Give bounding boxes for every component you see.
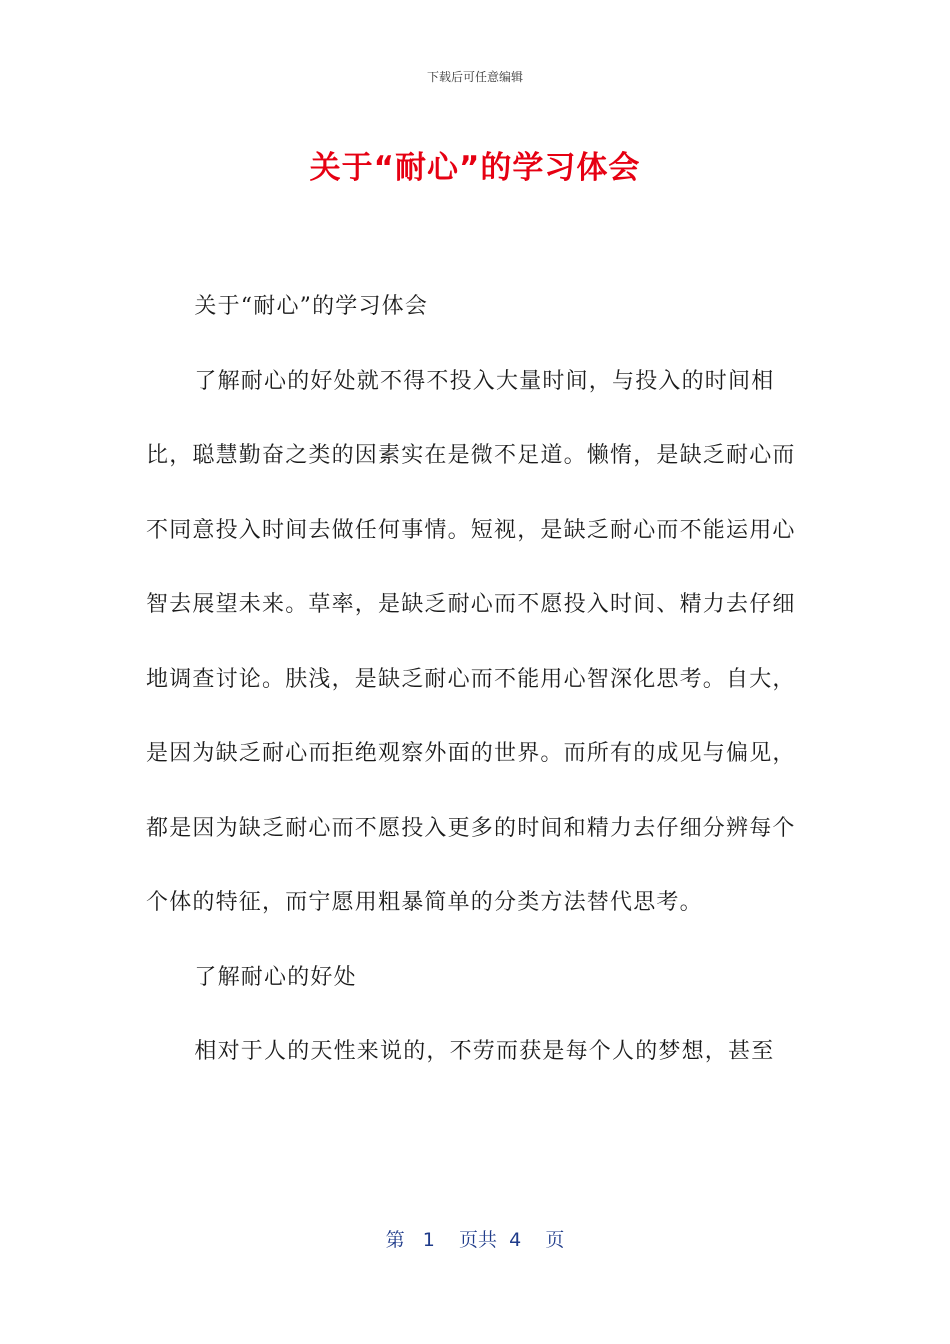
header-note: 下载后可任意编辑 [426, 70, 523, 84]
document-title: 关于“耐心”的学习体会 [309, 150, 641, 186]
paragraph-subtitle: 关于“耐心”的学习体会 [194, 294, 429, 319]
footer-page-number: 1 [422, 1229, 435, 1251]
document-body [146, 270, 810, 1090]
footer-page-suffix: 页 [545, 1229, 565, 1251]
footer-page-middle: 页共 [459, 1229, 498, 1251]
paragraph-main: 了解耐心的好处就不得不投入大量时间，与投入的时间相比，聪慧勤奋之类的因素实在是微不足道。懒惰，是缺乏耐心而不同意投入时间去做任何事情。短视，是缺乏耐心而不能运用心智去展望未来。草率，是缺乏耐心而不愿投入时间、精力去仔细地调查讨论。肤浅，是缺乏耐心而不能用心智深化思考。自大，是因为缺乏耐心而拒绝观察外面的世界。而所有的成见与偏见，都是因为缺乏耐心而不愿投入更多的时间和精力去仔细分辨每个个体的特征，而宁愿用粗暴简单的分类方法替代思考。 [146, 368, 796, 915]
footer-page-total: 4 [509, 1229, 522, 1251]
footer-page-prefix: 第 [385, 1229, 405, 1251]
paragraph-continuation: 相对于人的天性来说的，不劳而获是每个人的梦想，甚至 [194, 1039, 775, 1064]
paragraph-section-heading: 了解耐心的好处 [194, 964, 357, 990]
page-footer [0, 1225, 950, 1252]
